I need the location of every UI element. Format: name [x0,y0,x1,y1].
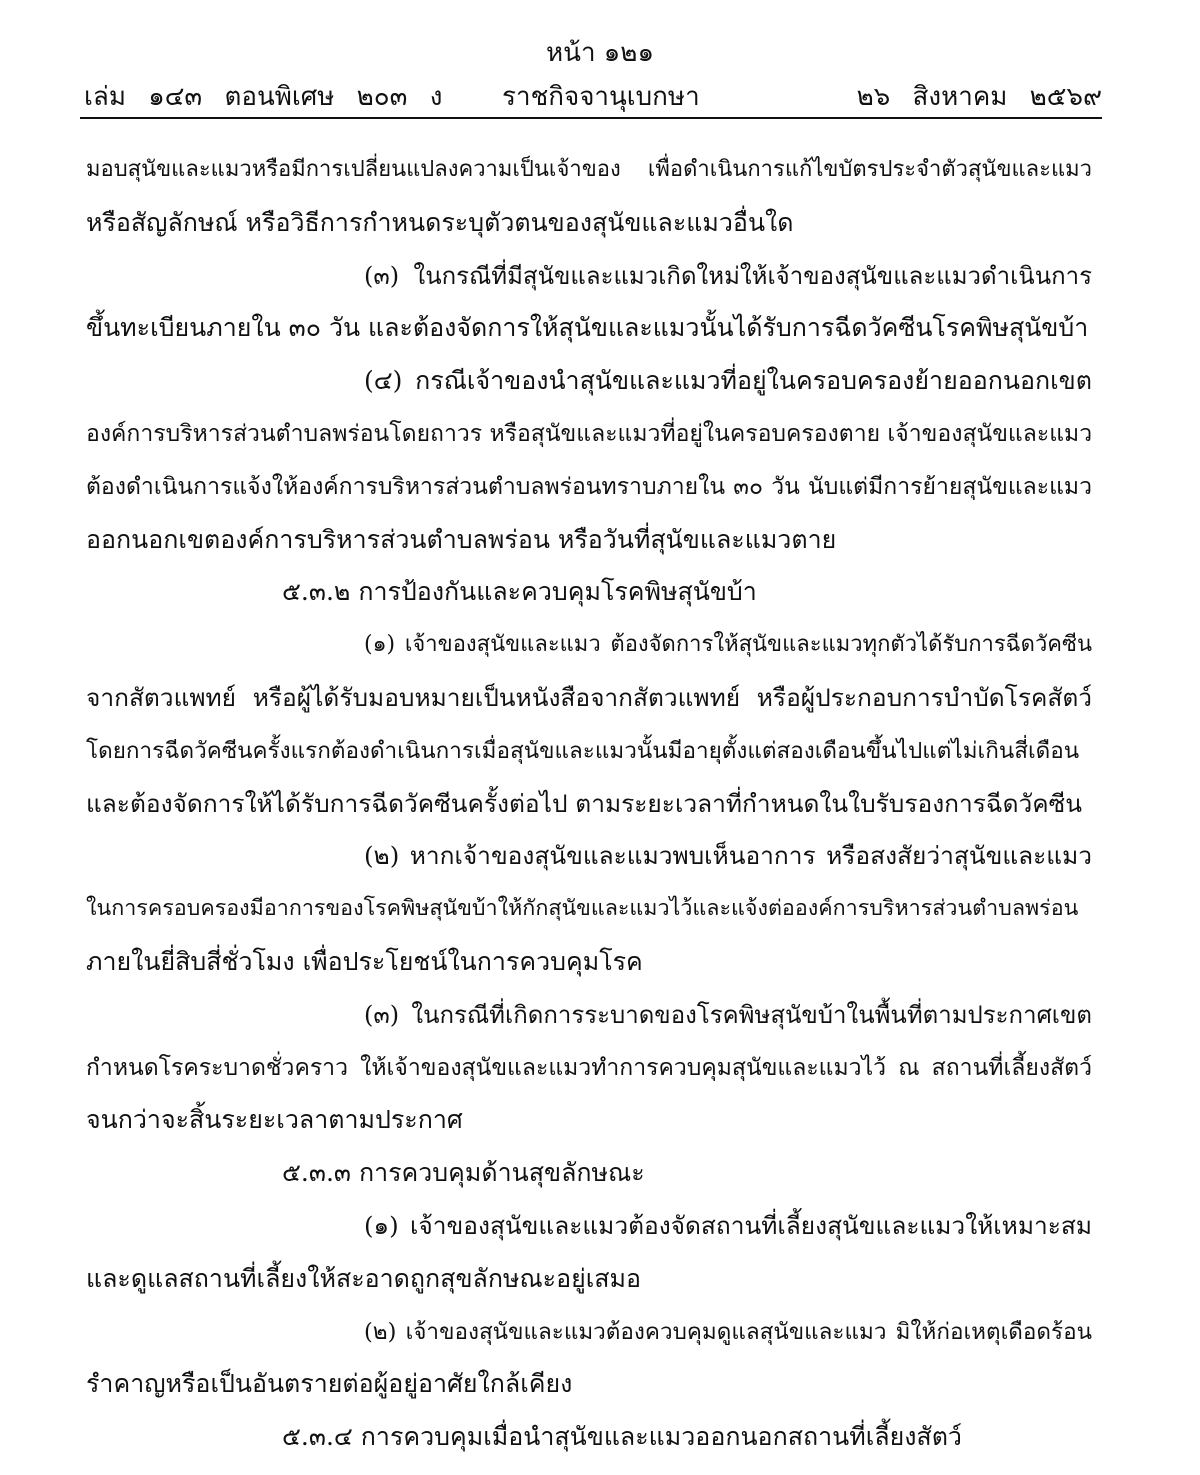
gazette-name: ราชกิจจานุเบกษา [502,82,700,112]
text-line: ออกนอกเขตองค์การบริหารส่วนตำบลพร่อน หรือวันที่สุนัขและแมวตาย [86,524,837,554]
gazette-header [84,80,1102,114]
text-line: หรือสัญลักษณ์ หรือวิธีการกำหนดระบุตัวตนของสุนัขและแมวอื่นใด [86,207,794,237]
list-item-line: (๒) เจ้าของสุนัขและแมวต้องควบคุมดูแลสุนัขและแมว มิให้ก่อเหตุเดือดร้อน [364,1318,1092,1345]
section-heading: ๕.๓.๓ การควบคุมด้านสุขลักษณะ [282,1158,645,1188]
list-item-line: (๑) เจ้าของสุนัขและแมวต้องจัดสถานที่เลี้ยงสุนัขและแมวให้เหมาะสม [364,1210,1092,1240]
section-heading: ๕.๓.๔ การควบคุมเมื่อนำสุนัขและแมวออกนอกสถานที่เลี้ยงสัตว์ [282,1422,962,1452]
text-line: ขึ้นทะเบียนภายใน ๓๐ วัน และต้องจัดการให้สุนัขและแมวนั้นได้รับการฉีดวัคซีนโรคพิษสุนัขบ้า [86,313,1089,343]
text-line: ต้องดำเนินการแจ้งให้องค์การบริหารส่วนตำบลพร่อนทราบภายใน ๓๐ วัน นับแต่มีการย้ายสุนัขและแมว [86,473,1092,500]
text-line: รำคาญหรือเป็นอันตรายต่อผู้อยู่อาศัยใกล้เคียง [86,1369,573,1399]
document-body [86,144,1092,1464]
text-line: และดูแลสถานที่เลี้ยงให้สะอาดถูกสุขลักษณะอยู่เสมอ [86,1263,642,1293]
section-heading: ๕.๓.๒ การป้องกันและควบคุมโรคพิษสุนัขบ้า [282,577,757,607]
text-line: ภายในยี่สิบสี่ชั่วโมง เพื่อประโยชน์ในการควบคุมโรค [86,946,643,976]
text-line: ในการครอบครองมีอาการของโรคพิษสุนัขบ้าให้กักสุนัขและแมวไว้และแจ้งต่อองค์การบริหารส่วนตำบลพร่อน [86,896,1079,922]
text-line: องค์การบริหารส่วนตำบลพร่อนโดยถาวร หรือสุนัขและแมวที่อยู่ในครอบครองตาย เจ้าของสุนัขและแมว [86,420,1092,447]
text-line: มอบสุนัขและแมวหรือมีการเปลี่ยนแปลงความเป็นเจ้าของ เพื่อดำเนินการแก้ไขบัตรประจำตัวสุนัขและแมว [86,157,1092,182]
list-item-line: (๓) ในกรณีที่มีสุนัขและแมวเกิดใหม่ให้เจ้าของสุนัขและแมวดำเนินการ [364,261,1092,290]
list-item-line: (๓) ในกรณีที่เกิดการระบาดของโรคพิษสุนัขบ้าในพื้นที่ตามประกาศเขต [364,1000,1092,1029]
list-item-line: (๒) หากเจ้าของสุนัขและแมวพบเห็นอาการ หรือสงสัยว่าสุนัขและแมว [364,841,1092,871]
text-line: และต้องจัดการให้ได้รับการฉีดวัคซีนครั้งต่อไป ตามระยะเวลาที่กำหนดในใบรับรองการฉีดวัคซีน [86,788,1083,818]
list-item-line: (๔) กรณีเจ้าของนำสุนัขและแมวที่อยู่ในครอบครองย้ายออกนอกเขต [364,366,1092,396]
text-line: จากสัตวแพทย์ หรือผู้ได้รับมอบหมายเป็นหนังสือจากสัตวแพทย์ หรือผู้ประกอบการบำบัดโรคสัตว์ [86,682,1092,712]
publication-date: ๒๖ สิงหาคม ๒๕๖๙ [856,82,1102,112]
volume-info: เล่ม ๑๔๓ ตอนพิเศษ ๒๐๓ ง [84,82,443,112]
list-item-line: (๑) เจ้าของสุนัขและแมว ต้องจัดการให้สุนัขและแมวทุกตัวได้รับการฉีดวัคซีน [364,632,1092,658]
header-divider [80,117,1102,119]
text-line: โดยการฉีดวัคซีนครั้งแรกต้องดำเนินการเมื่อสุนัขและแมวนั้นมีอายุตั้งแต่สองเดือนขึ้นไปแต่ไม่เกินสี่เดือน [86,737,1080,764]
text-line: จนกว่าจะสิ้นระยะเวลาตามประกาศ [86,1105,463,1135]
page-number: หน้า ๑๒๑ [546,38,654,68]
text-line: กำหนดโรคระบาดชั่วคราว ให้เจ้าของสุนัขและแมวทำการควบคุมสุนัขและแมวไว้ ณ สถานที่เลี้ยงสัตว์ [86,1054,1092,1081]
